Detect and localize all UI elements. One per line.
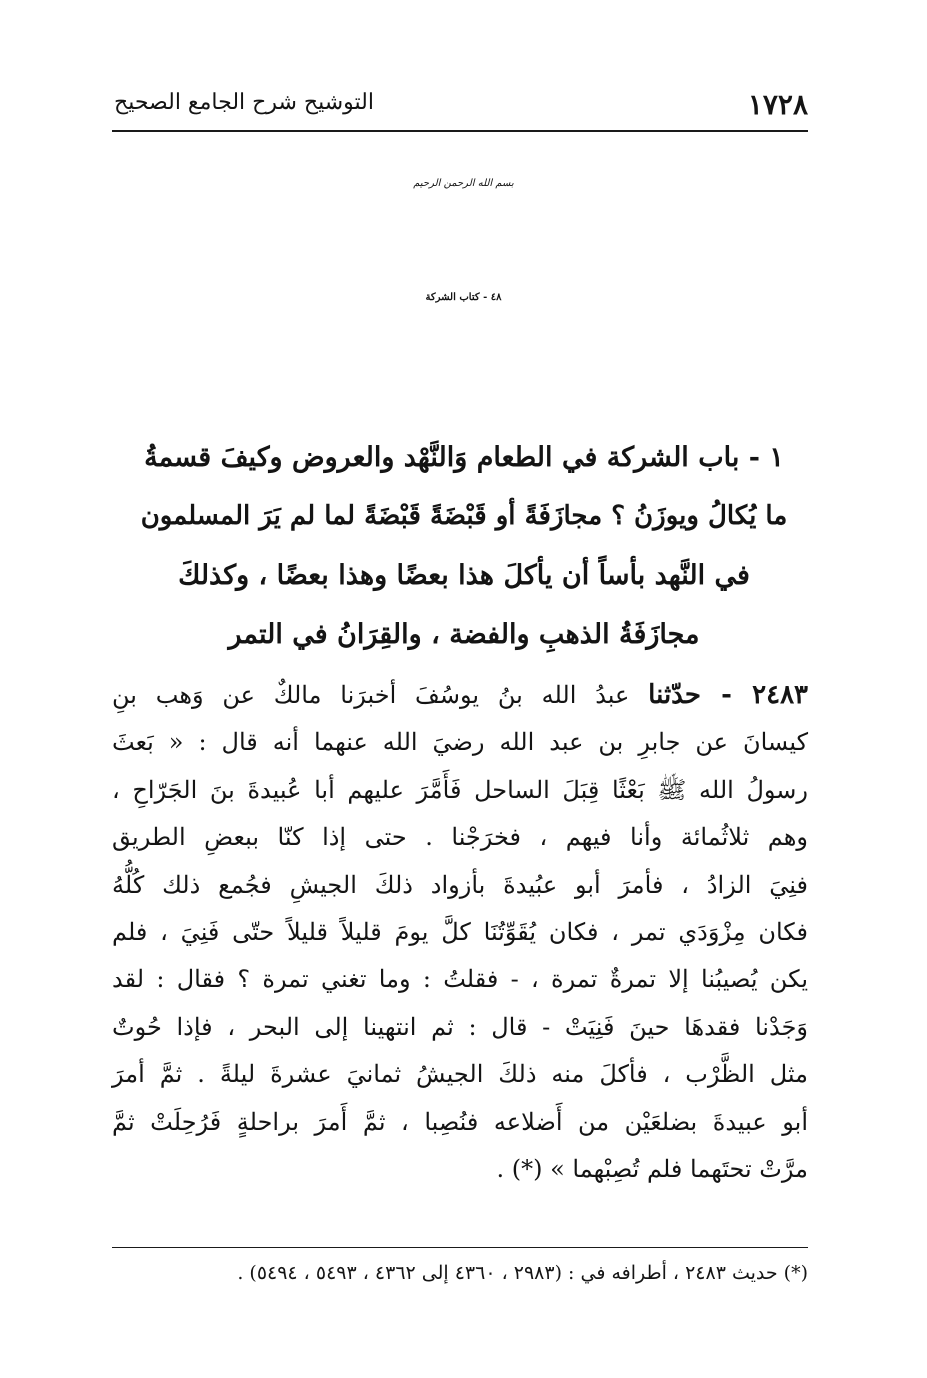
hadith-line: فكان مِزْوَدَي تمر ، فكان يُقَوِّتُنَا كلَّ يومَ قليلاً قليلاً حتّى فَنِيَ ، فلم [112, 917, 808, 946]
hadith-line: فنِيَ الزادُ ، فأمرَ أبو عبُيدةَ بأزواد ذلكَ الجيشِ فجُمع ذلك كُلُّهُ [112, 870, 808, 899]
hadith-line: وهم ثلاثُمائة وأنا فيهم ، فخرَجْنا . حتى إذا كنّا ببعضِ الطريق [112, 823, 808, 852]
hadith-text [112, 672, 808, 1193]
hadith-line: كيسانَ عن جابرِ بن عبد الله رضيَ الله عنهما أنه قال : « بَعثَ [112, 728, 808, 757]
hadith-line [112, 672, 808, 719]
hadith-line: وَجَدْنا فقدهَا حينَ فَنِيَتْ - قال : ثم انتهينا إلى البحر ، فإذا حُوتٌ [112, 1012, 808, 1041]
running-title: التوشيح شرح الجامع الصحيح [114, 90, 374, 115]
basmala: بسم الله الرحمن الرحيم [413, 178, 514, 189]
hadith-number: ٢٤٨٣ - حدّثنا [648, 680, 808, 710]
chapter-heading-line: مجازَفَةُ الذهبِ والفضة ، والقِرَانُ في التمر [228, 619, 700, 650]
chapter-heading [140, 428, 788, 664]
book-title: ٤٨ - كتاب الشركة [425, 292, 502, 303]
hadith-line: يكن يُصيبُنا إلا تمرةٌ تمرة ، - فقلتُ : وما تغني تمرة ؟ فقال : لقد [112, 965, 808, 994]
hadith-line-text: عبدُ الله بنُ يوسُفَ أخبرَنا مالكٌ عن وَهب بنِ [112, 681, 630, 709]
footnote-divider [112, 1247, 808, 1248]
footnote: (*) حديث ٢٤٨٣ ، أطرافه في : (٢٩٨٣ ، ٤٣٦٠ إلى ٤٣٦٢ ، ٥٤٩٣ ، ٥٤٩٤) . [237, 1262, 808, 1284]
hadith-line: أبو عبيدةَ بضلعَيْن من أَضلاعه فنُصِبا ، ثمَّ أَمرَ براحلةٍ فَرُحِلَتْ ثمَّ [112, 1107, 808, 1136]
page-header [112, 86, 808, 132]
page-number: ١٧٢٨ [747, 88, 808, 121]
hadith-line: رسولُ الله ﷺ بَعْثًا قِبَلَ الساحل فَأَمَّرَ عليهم أبا عُبيدةَ بنَ الجَرّاحِ ، [112, 775, 808, 804]
chapter-heading-line: ١ - باب الشركة في الطعام وَالنَّهْد والعروض وكيفَ قسمةُ [144, 442, 784, 473]
hadith-line: مرَّتْ تحتَهما فلم تُصِبْهما » (*) . [496, 1154, 808, 1183]
hadith-line: مثل الظَّرْب ، فأكلَ منه ذلكَ الجيشُ ثمانيَ عشرةَ ليلةً . ثمَّ أمرَ [112, 1060, 808, 1089]
chapter-heading-line: في النَّهد بأساً أن يأكلَ هذا بعضًا وهذا بعضًا ، وكذلكَ [178, 560, 750, 591]
chapter-heading-line: ما يُكالُ ويوزَنُ ؟ مجازَفَةً أو قَبْضَةً قَبْضَةً لما لم يَرَ المسلمون [140, 501, 788, 531]
